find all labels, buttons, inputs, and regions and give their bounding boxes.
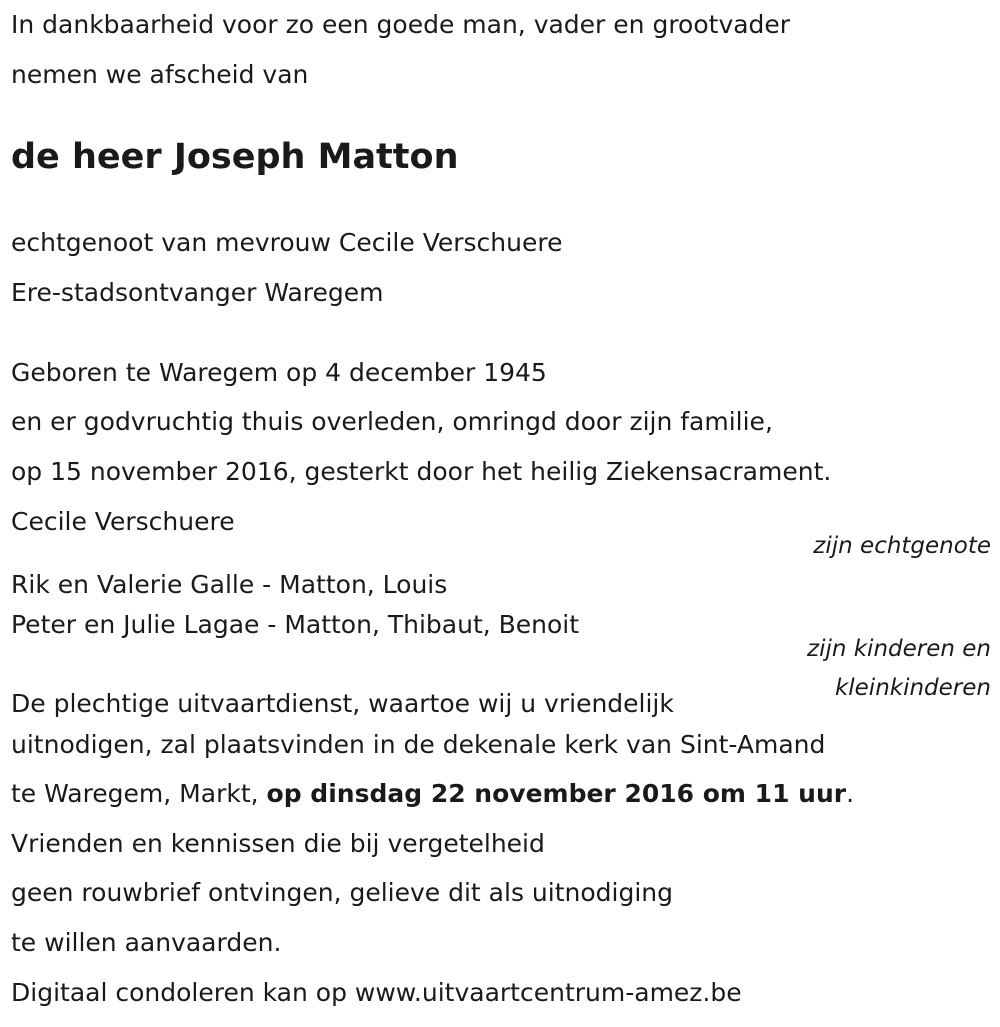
service-datetime: op dinsdag 22 november 2016 om 11 uur: [266, 779, 847, 808]
spouse-line: echtgenoot van mevrouw Cecile Verschuere: [11, 228, 563, 257]
notice-line-3: te willen aanvaarden.: [11, 928, 282, 957]
spouse-role: zijn echtgenote: [813, 533, 991, 559]
children-line-1: Rik en Valerie Galle - Matton, Louis: [11, 570, 448, 599]
notice-line-1: Vrienden en kennissen die bij vergetelheid: [11, 829, 545, 858]
intro-line-2: nemen we afscheid van: [11, 60, 309, 89]
intro-line-1: In dankbaarheid voor zo een goede man, vader en grootvader: [11, 10, 791, 39]
children-line-2: Peter en Julie Lagae - Matton, Thibaut, Benoit: [11, 610, 580, 639]
service-line-1: De plechtige uitvaartdienst, waartoe wij u vriendelijk: [11, 689, 674, 718]
death-line-1: en er godvruchtig thuis overleden, omringd door zijn familie,: [11, 407, 773, 436]
service-location: te Waregem, Markt,: [11, 779, 267, 808]
service-line-2: uitnodigen, zal plaatsvinden in de dekenale kerk van Sint-Amand: [11, 730, 826, 759]
spouse-name: Cecile Verschuere: [11, 507, 235, 536]
death-line-2: op 15 november 2016, gesterkt door het heilig Ziekensacrament.: [11, 457, 832, 486]
condolence-line: Digitaal condoleren kan op www.uitvaartcentrum-amez.be: [11, 978, 742, 1007]
honorary-title: Ere-stadsontvanger Waregem: [11, 278, 384, 307]
service-line-3: [11, 779, 854, 809]
birth-line: Geboren te Waregem op 4 december 1945: [11, 358, 547, 387]
notice-line-2: geen rouwbrief ontvingen, gelieve dit als uitnodiging: [11, 878, 673, 907]
service-period: .: [846, 779, 855, 808]
children-role-1: zijn kinderen en: [807, 636, 991, 662]
children-role-2: kleinkinderen: [834, 675, 991, 701]
deceased-name: de heer Joseph Matton: [11, 137, 459, 177]
